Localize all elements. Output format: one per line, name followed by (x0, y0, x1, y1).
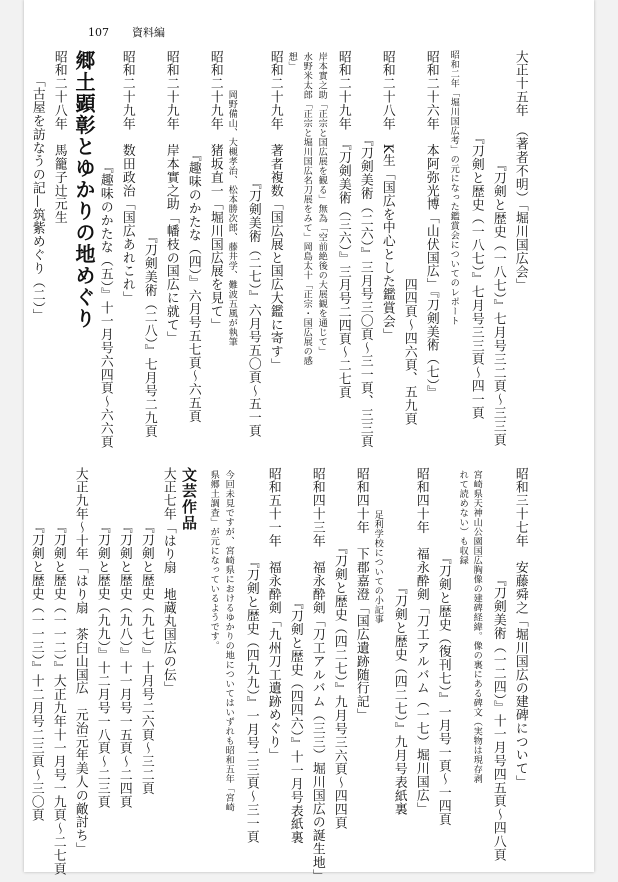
bib-note-line: 水野米太郎「正宗と堀川国広名刀展をみて」岡島太十「正宗・国広展の感 (301, 52, 313, 366)
section-label: 資料編 (132, 26, 165, 39)
bib-entry-line: 昭和二十八年 K生「国広を中心とした鑑賞会」 (379, 50, 395, 342)
bib-entry-line: 昭和二十九年 『刀剣美術（三六）』三月号二四頁〜二七頁 (335, 50, 351, 399)
bib-note-line: れて読めない）も収録 (457, 470, 469, 565)
bib-entry-line: 『刀剣美術（二八）』七月号二九頁 (141, 230, 157, 438)
bib-entry-line: 昭和二十九年 猪坂直一「堀川国広展を見て」 (207, 50, 223, 332)
section-heading: 郷土顕彰とゆかりの地めぐり (72, 50, 96, 330)
bib-note-line: 昭和二年「堀川国広考」の元になった鑑賞会についてのレポート (448, 50, 460, 326)
bib-entry-line: 昭和二十九年 著者複数「国広展と国広大鑑に寄す」 (267, 50, 283, 372)
bib-entry-line: 『刀剣と歴史（九八）』十一月号一五頁〜二四頁 (116, 520, 132, 809)
bib-entry-line: 昭和二十六年 本阿弥光博「山伏国広」『刀剣美術（七）』 (423, 50, 439, 399)
bib-entry-line: 大正九年〜十年「はり扇 茶臼山国広 元治元年美人の敵討ち」 (72, 467, 88, 856)
bib-entry-line: 「古屋を訪なうの記—筑紫めぐり（二）」 (29, 74, 45, 323)
bib-entry-line: 『刀剣美術（二七）』六月号五〇頁〜五一頁 (245, 176, 261, 438)
bib-entry-line: 『刀剣美術（一二四）』十一月号四五頁〜四八頁 (490, 573, 506, 862)
document-page (24, 0, 594, 882)
page-number: 107 (88, 26, 109, 39)
bib-entry-line: 『刀剣と歴史（四二七）』九月号三六頁〜四四頁 (331, 541, 347, 830)
bib-entry-line: 『刀剣と歴史（九七）』十月号二六頁〜三二頁 (138, 520, 154, 795)
bib-entry-line: 『趣味のかたな（四）』六月号五七頁〜六五頁 (185, 148, 201, 423)
bib-entry-line: 大正七年「はり扇 地蔵丸国広の伝」 (160, 467, 176, 695)
bib-entry-line: 昭和四十年 福永酔剣「刀工アルバム（一七）堀川国広」 (413, 467, 429, 816)
bib-entry-line: 『刀剣と歴史（四四六）』十一月号表紙裏 (287, 596, 303, 845)
bib-note-line: 宮崎県天神山公園国広胸像の建碑経緯。像の裏にある碑文（実物は現存剥 (471, 470, 483, 784)
bib-entry-line: 『刀剣と歴史（一八七）』七月号三二頁〜三三頁 (490, 158, 506, 447)
bib-entry-line: 『刀剣と歴史（一一三）』十二月号二三頁〜三〇頁 (28, 520, 44, 822)
bib-entry-line: 昭和二十八年 馬籠子辻元生 (51, 50, 67, 225)
bib-entry-line: 『刀剣と歴史（一一二）』大正九年十一月号一九頁〜二七頁 (50, 520, 66, 876)
bib-note-line: 今回未見ですが、宮崎県におけるゆかりの地についてはいずれも昭和五年「宮崎 (223, 470, 235, 812)
bib-entry-line: 『趣味のかたな（五）』十一月号六四頁〜六六頁 (97, 160, 113, 449)
bib-entry-line: 『刀剣美術（二六）』三月号三〇頁〜三一頁、三三頁 (357, 133, 373, 449)
bib-note-line: 岸本實之助「正宗と国広展を観る」無為「空前絶後の大展観を通じて」 (316, 52, 328, 356)
bib-entry-line: 『刀剣と歴史（九九）』十二月号一八頁〜二三頁 (94, 520, 110, 809)
bib-entry-line: 昭和四十年 下郡嘉澄「国広遺跡随行記」 (353, 467, 369, 722)
bib-entry-line: 大正十五年 （著者不明）「堀川国広会」 (512, 50, 528, 292)
bib-entry-line: 昭和四十三年 福永酔剣「刀工アルバム（三三）堀川国広の誕生地」 (309, 467, 325, 882)
bib-entry-line: 昭和五十一年 福永酔剣「九州刀工遺跡めぐり」 (265, 467, 281, 762)
bib-note-line: 県郷土調査」が元になっているようです。 (208, 470, 220, 651)
bib-entry-line: 四四頁〜四六頁、五九頁 (401, 278, 417, 426)
bib-entry-line: 『刀剣と歴史（復刊七）』一月号一頁〜一四頁 (435, 551, 451, 826)
bib-note-line: 岡野備山、大槻孝治、松本勝次郎、藤井学、難波五風が執筆 (226, 90, 238, 347)
bib-note-line: 足利学校についての小記事 (372, 510, 384, 624)
bib-entry-line: 昭和三十七年 安藤舜之「堀川国広の建碑について」 (512, 467, 528, 789)
subsection-heading: 文芸作品 (180, 467, 198, 531)
bib-entry-line: 『刀剣と歴史（四二七）』九月号表紙裏 (391, 581, 407, 816)
bib-entry-line: 昭和二十九年 数田政治「国広あれこれ」 (119, 50, 135, 305)
bib-entry-line: 『刀剣と歴史（四九九）』一月号二三頁〜三一頁 (243, 555, 259, 844)
bib-note-line: 想」 (286, 52, 298, 71)
bib-entry-line: 『刀剣と歴史（一八七）』七月号三三頁〜四一頁 (468, 131, 484, 420)
bib-entry-line: 昭和二十九年 岸本實之助「幡枝の国広に就て」 (163, 50, 179, 345)
